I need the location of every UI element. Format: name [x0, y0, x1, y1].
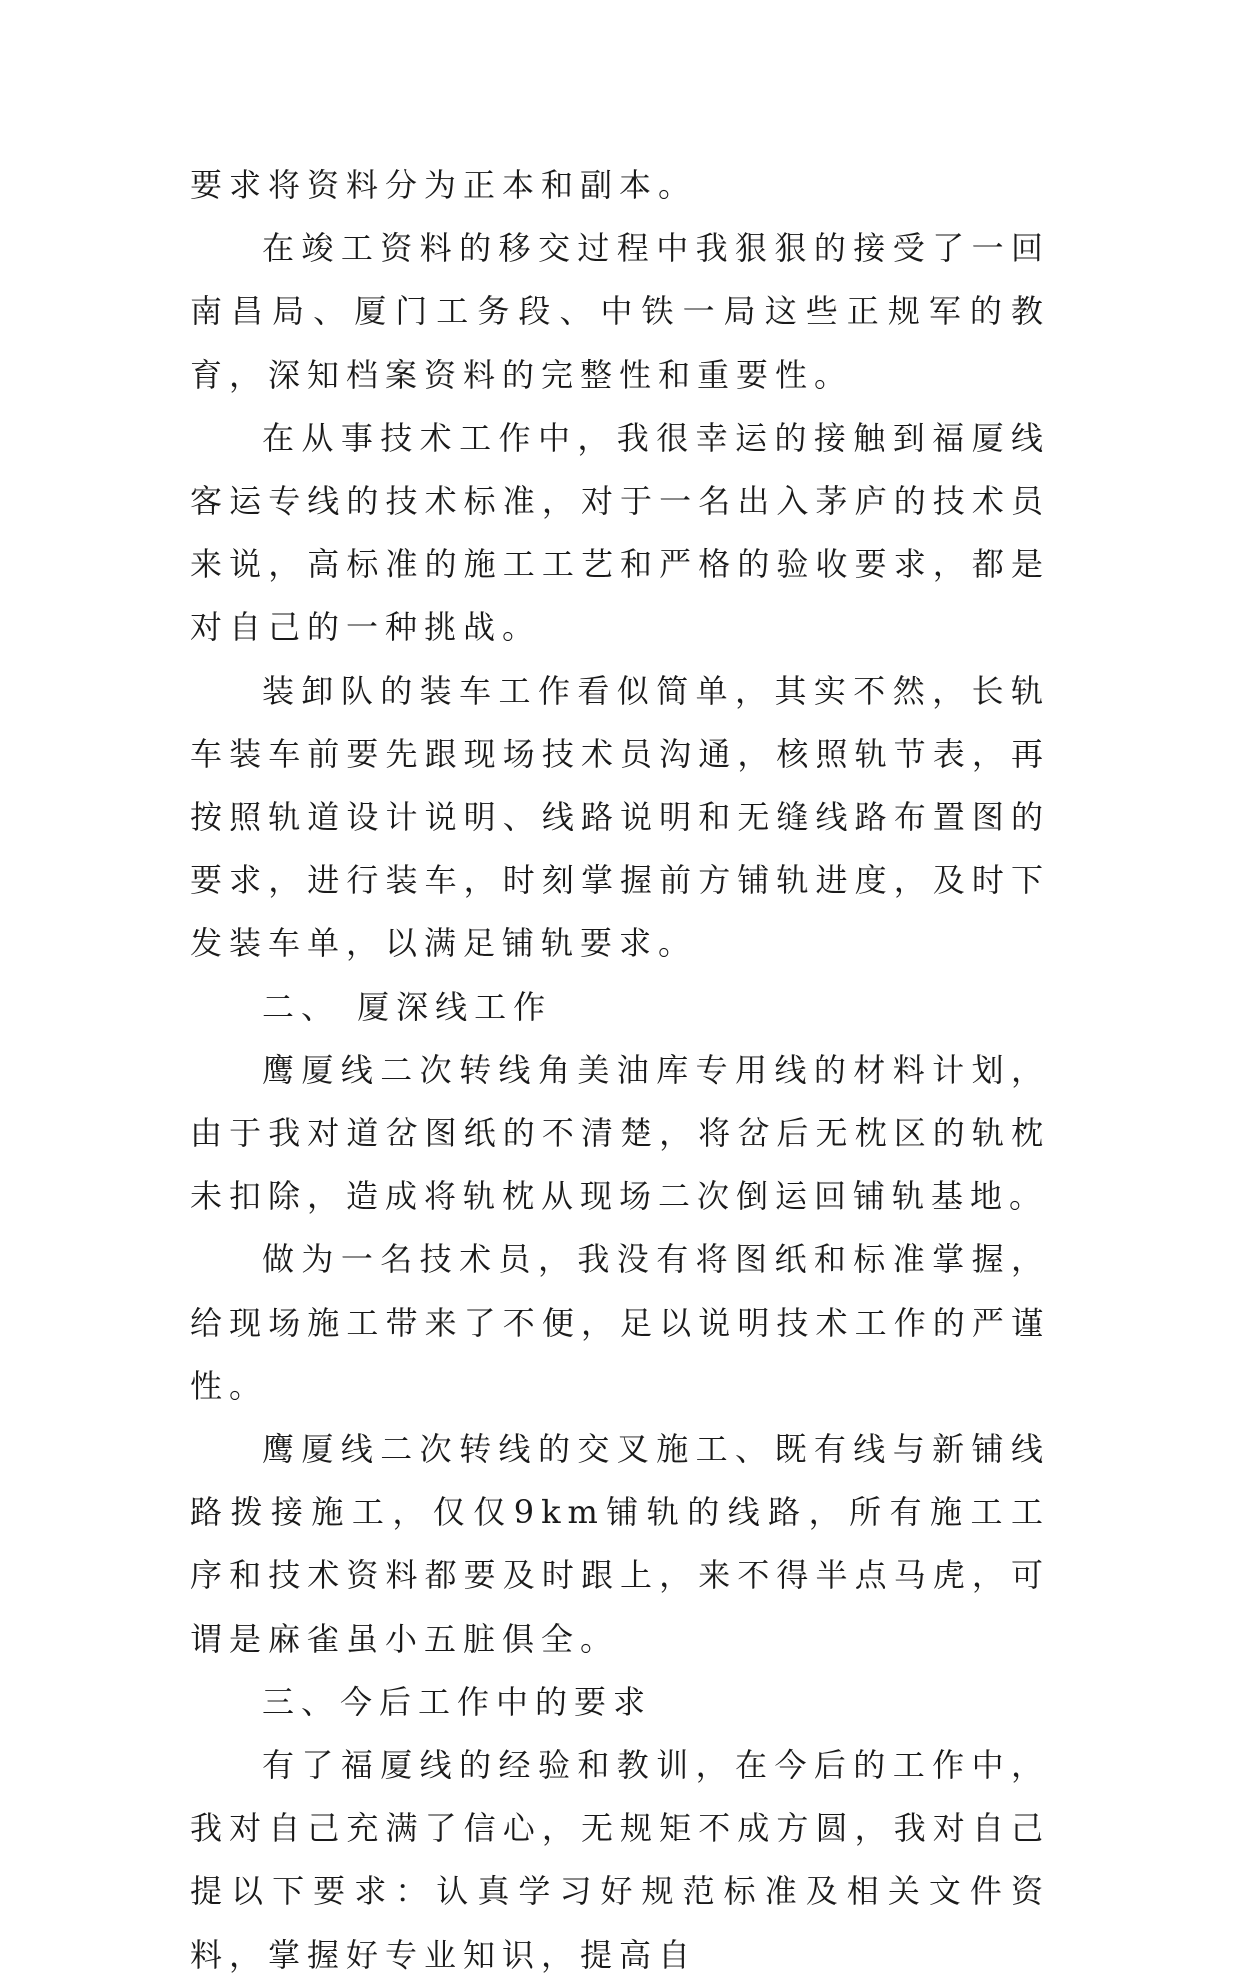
paragraph-material-plan: 鹰厦线二次转线角美油库专用线的材料计划，由于我对道岔图纸的不清楚，将岔后无枕区的轨枕未扣除，造成将轨枕从现场二次倒运回铺轨基地。: [190, 1050, 1050, 1216]
paragraph-technician: 做为一名技术员，我没有将图纸和标准掌握，给现场施工带来了不便，足以说明技术工作的严谨性。: [190, 1240, 1050, 1405]
section-heading-2: 二、 厦深线工作: [262, 987, 553, 1026]
paragraph-handover: 在竣工资料的移交过程中我狠狠的接受了一回南昌局、厦门工务段、中铁一局这些正规军的教育，深知档案资料的完整性和重要性。: [190, 229, 1050, 394]
section-heading-3: 三、今后工作中的要求: [262, 1682, 653, 1721]
paragraph-technical-work: 在从事技术工作中，我很幸运的接触到福厦线客运专线的技术标准，对于一名出入茅庐的技术员来说，高标准的施工工艺和严格的验收要求，都是对自己的一种挑战。: [190, 418, 1050, 647]
paragraph-continuation: 要求将资料分为正本和副本。: [190, 166, 698, 204]
document-body: [190, 154, 1050, 1987]
paragraph-future-requirements: 有了福厦线的经验和教训，在今后的工作中，我对自己充满了信心，无规矩不成方圆，我对自己提以下要求：认真学习好规范标准及相关文件资料，掌握好专业知识，提高自: [190, 1746, 1050, 1974]
paragraph-loading-team: 装卸队的装车工作看似简单，其实不然，长轨车装车前要先跟现场技术员沟通，核照轨节表，再按照轨道设计说明、线路说明和无缝线路布置图的要求，进行装车，时刻掌握前方铺轨进度，及时下发装车单，以满足铺轨要求。: [190, 671, 1050, 963]
paragraph-second-transfer: 鹰厦线二次转线的交叉施工、既有线与新铺线路拨接施工，仅仅9km铺轨的线路，所有施工工序和技术资料都要及时跟上，来不得半点马虎，可谓是麻雀虽小五脏俱全。: [190, 1430, 1050, 1658]
